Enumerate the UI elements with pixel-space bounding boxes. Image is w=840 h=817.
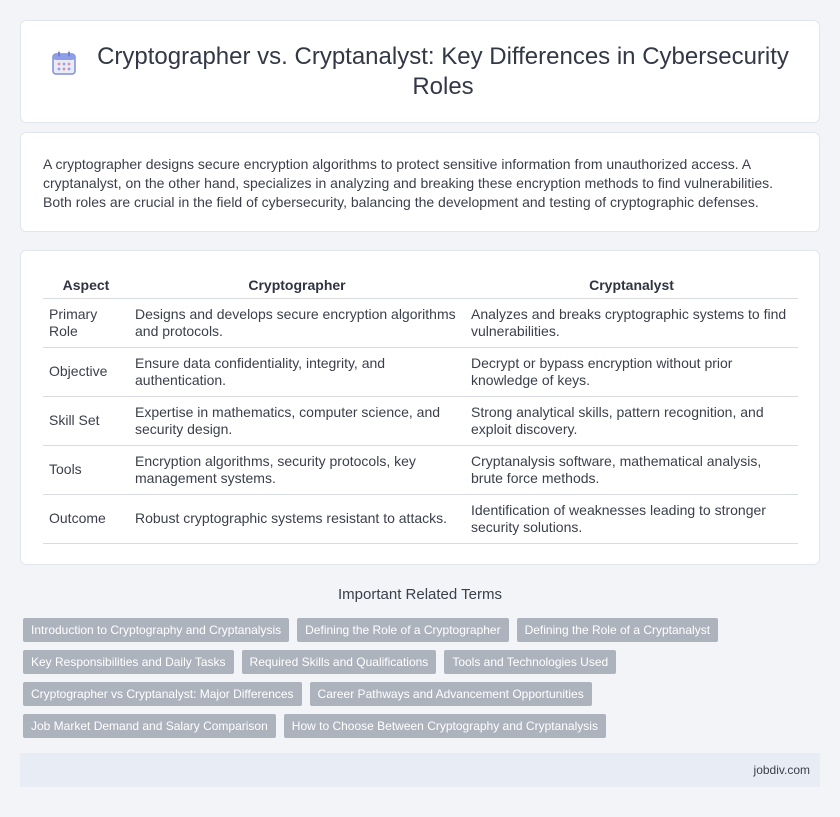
related-term-tag[interactable]: Defining the Role of a Cryptographer <box>297 618 508 642</box>
related-terms-tags <box>23 618 818 738</box>
related-term-tag[interactable]: How to Choose Between Cryptography and Cryptanalysis <box>284 714 606 738</box>
cell-cryptographer: Ensure data confidentiality, integrity, and authentication. <box>129 347 465 396</box>
cell-cryptanalyst: Cryptanalysis software, mathematical analysis, brute force methods. <box>465 445 798 494</box>
cell-cryptanalyst: Strong analytical skills, pattern recognition, and exploit discovery. <box>465 396 798 445</box>
calendar-icon <box>51 50 77 76</box>
cell-aspect: Primary Role <box>43 298 129 347</box>
title-wrap <box>51 42 789 102</box>
related-term-tag[interactable]: Tools and Technologies Used <box>444 650 616 674</box>
cell-aspect: Outcome <box>43 494 129 543</box>
intro-card <box>20 132 820 232</box>
cell-cryptanalyst: Identification of weaknesses leading to stronger security solutions. <box>465 494 798 543</box>
table-row <box>43 298 798 347</box>
footer <box>20 753 820 787</box>
table-row <box>43 445 798 494</box>
header-card <box>20 20 820 123</box>
related-term-tag[interactable]: Key Responsibilities and Daily Tasks <box>23 650 234 674</box>
cell-cryptographer: Expertise in mathematics, computer science, and security design. <box>129 396 465 445</box>
related-terms-title: Important Related Terms <box>338 586 502 603</box>
cell-aspect: Tools <box>43 445 129 494</box>
page-title: Cryptographer vs. Cryptanalyst: Key Differences in Cybersecurity Roles <box>97 42 789 100</box>
cell-cryptographer: Robust cryptographic systems resistant to attacks. <box>129 494 465 543</box>
table-header-row <box>43 273 798 298</box>
comparison-table <box>43 273 798 544</box>
cell-cryptanalyst: Decrypt or bypass encryption without prior knowledge of keys. <box>465 347 798 396</box>
footer-site-link[interactable]: jobdiv.com <box>753 763 810 777</box>
header-cryptanalyst: Cryptanalyst <box>465 273 798 298</box>
cell-aspect: Skill Set <box>43 396 129 445</box>
intro-text: A cryptographer designs secure encryption algorithms to protect sensitive information from unauthorized access. A cryptanalyst, on the other hand, specializes in analyzing and breaking these encryption methods to find vulnerabilities. Both roles are crucial in the field of cybersecurity, balancing the development and testing of cryptographic defenses. <box>43 156 773 210</box>
header-aspect: Aspect <box>43 273 129 298</box>
related-term-tag[interactable]: Required Skills and Qualifications <box>242 650 437 674</box>
comparison-table-card <box>20 250 820 565</box>
related-term-tag[interactable]: Defining the Role of a Cryptanalyst <box>517 618 718 642</box>
related-term-tag[interactable]: Cryptographer vs Cryptanalyst: Major Differences <box>23 682 302 706</box>
cell-cryptographer: Encryption algorithms, security protocols, key management systems. <box>129 445 465 494</box>
table-row <box>43 494 798 543</box>
cell-cryptanalyst: Analyzes and breaks cryptographic systems to find vulnerabilities. <box>465 298 798 347</box>
table-row <box>43 396 798 445</box>
header-cryptographer: Cryptographer <box>129 273 465 298</box>
related-term-tag[interactable]: Job Market Demand and Salary Comparison <box>23 714 276 738</box>
table-row <box>43 347 798 396</box>
cell-aspect: Objective <box>43 347 129 396</box>
cell-cryptographer: Designs and develops secure encryption algorithms and protocols. <box>129 298 465 347</box>
related-term-tag[interactable]: Career Pathways and Advancement Opportunities <box>310 682 592 706</box>
related-term-tag[interactable]: Introduction to Cryptography and Cryptanalysis <box>23 618 289 642</box>
